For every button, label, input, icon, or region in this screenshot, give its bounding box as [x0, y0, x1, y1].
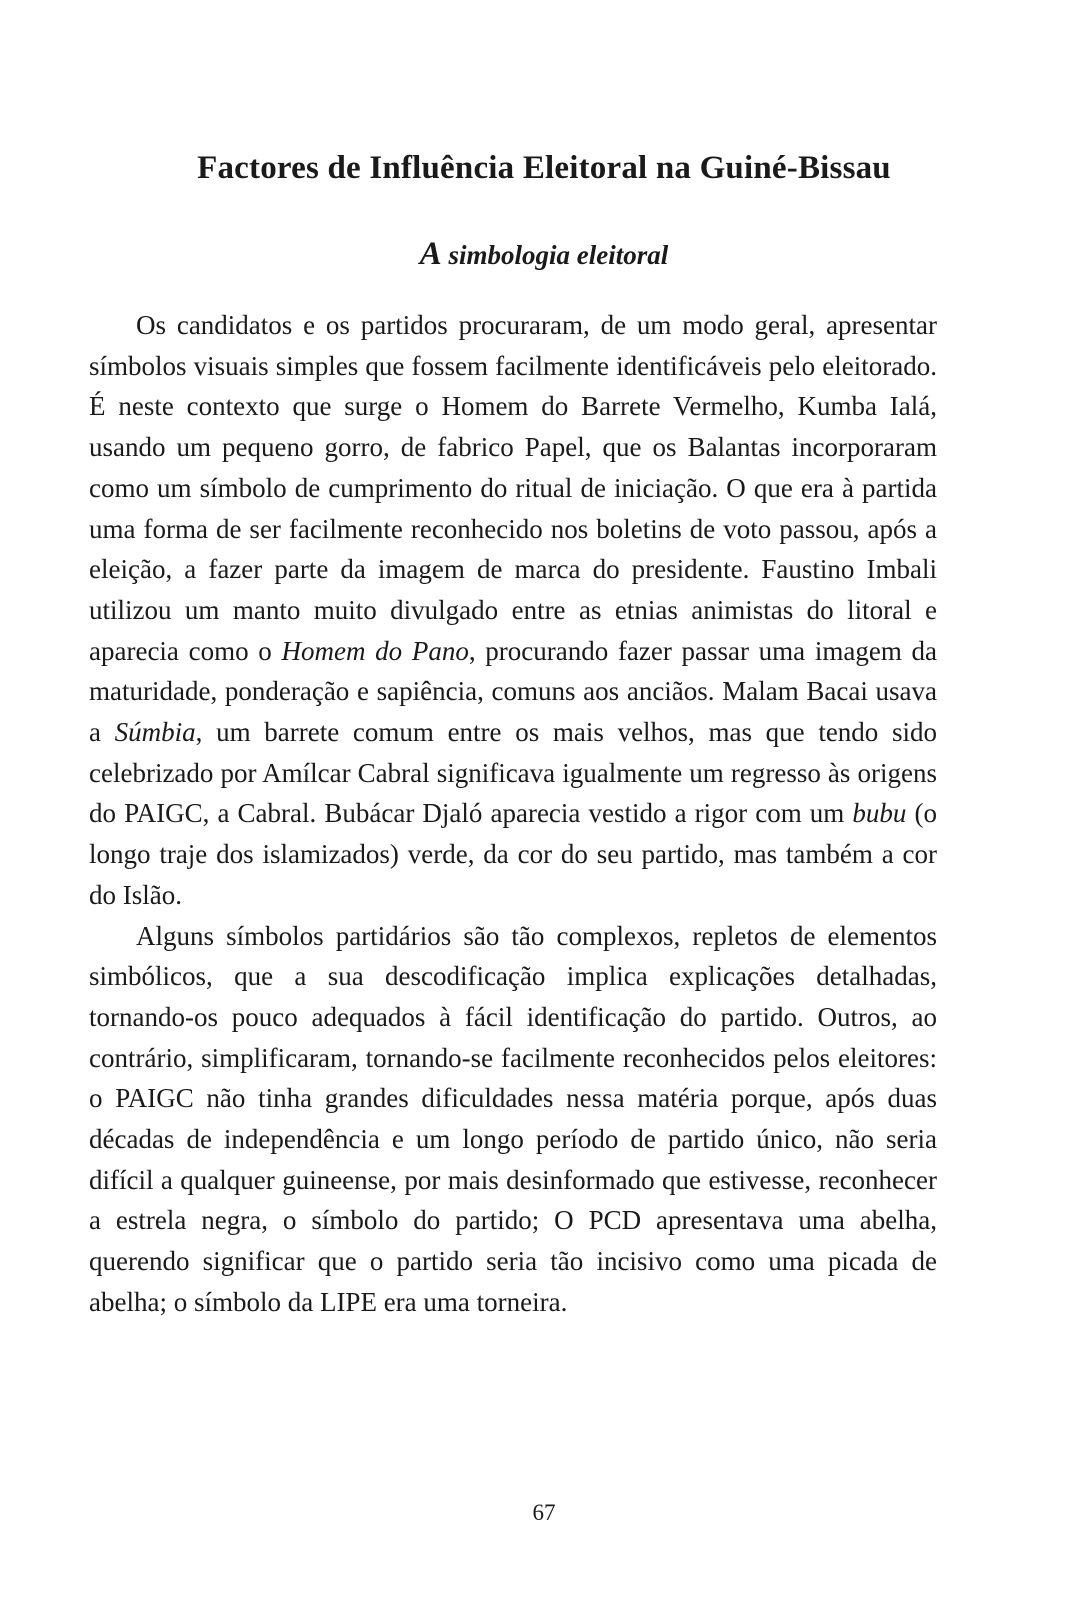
body-text [89, 305, 937, 1323]
running-title: Factores de Influência Eleitoral na Guiné-Bissau [197, 150, 891, 186]
paragraph-1-part-4: (o longo traje dos islamizados) verde, da cor do seu partido, mas também a cor do Islão. [89, 798, 937, 910]
emphasis-sumbia: Súmbia [114, 717, 196, 748]
page-number: 67 [532, 1500, 556, 1525]
paragraph-1-part-2: , procurando fazer passar uma imagem da maturidade, ponderação e sapiência, comuns aos anciãos. Malam Bacai usava a [89, 635, 937, 748]
section-title-initial: A [419, 236, 442, 272]
paragraph-2: Alguns símbolos partidários são tão complexos, repletos de elementos simbólicos, que a sua descodificação implica explicações detalhadas, tornando-os pouco adequados à fácil identificação do partido. Outros, ao contrário, simplificaram, tornando-se facilmente reconhecidos pelos eleitores: o PAIGC não tinha grandes dificuldades nessa matéria porque, após duas décadas de independência e um longo período de partido único, não seria difícil a qualquer guineense, por mais desinformado que estivesse, reconhecer a estrela negra, o símbolo do partido; O PCD apresentava uma abelha, querendo significar que o partido seria tão incisivo como uma picada de abelha; o símbolo da LIPE era uma torneira. [89, 920, 937, 1317]
section-title-rest: simbologia eleitoral [441, 240, 669, 270]
paragraph-1 [89, 305, 937, 916]
section-title [0, 236, 1088, 273]
emphasis-homem-do-pano: Homem do Pano [281, 635, 469, 666]
paragraph-1-part-3: , um barrete comum entre os mais velhos, mas que tendo sido celebrizado por Amílcar Cabral significava igualmente um regresso às origens do PAIGC, a Cabral. Bubácar Djaló aparecia vestido a rigor com um [89, 717, 937, 829]
paragraph-1-part-1: Os candidatos e os partidos procuraram, de um modo geral, apresentar símbolos visuais simples que fossem facilmente identificáveis pelo eleitorado. É neste contexto que surge o Homem do Barrete Vermelho, Kumba Ialá, usando um pequeno gorro, de fabrico Papel, que os Balantas incorporaram como um símbolo de cumprimento do ritual de iniciação. O que era à partida uma forma de ser facilmente reconhecido nos boletins de voto passou, após a eleição, a fazer parte da imagem de marca do presidente. Faustino Imbali utilizou um manto muito divulgado entre as etnias animistas do litoral e aparecia como o [89, 310, 937, 666]
emphasis-bubu: bubu [852, 798, 907, 829]
